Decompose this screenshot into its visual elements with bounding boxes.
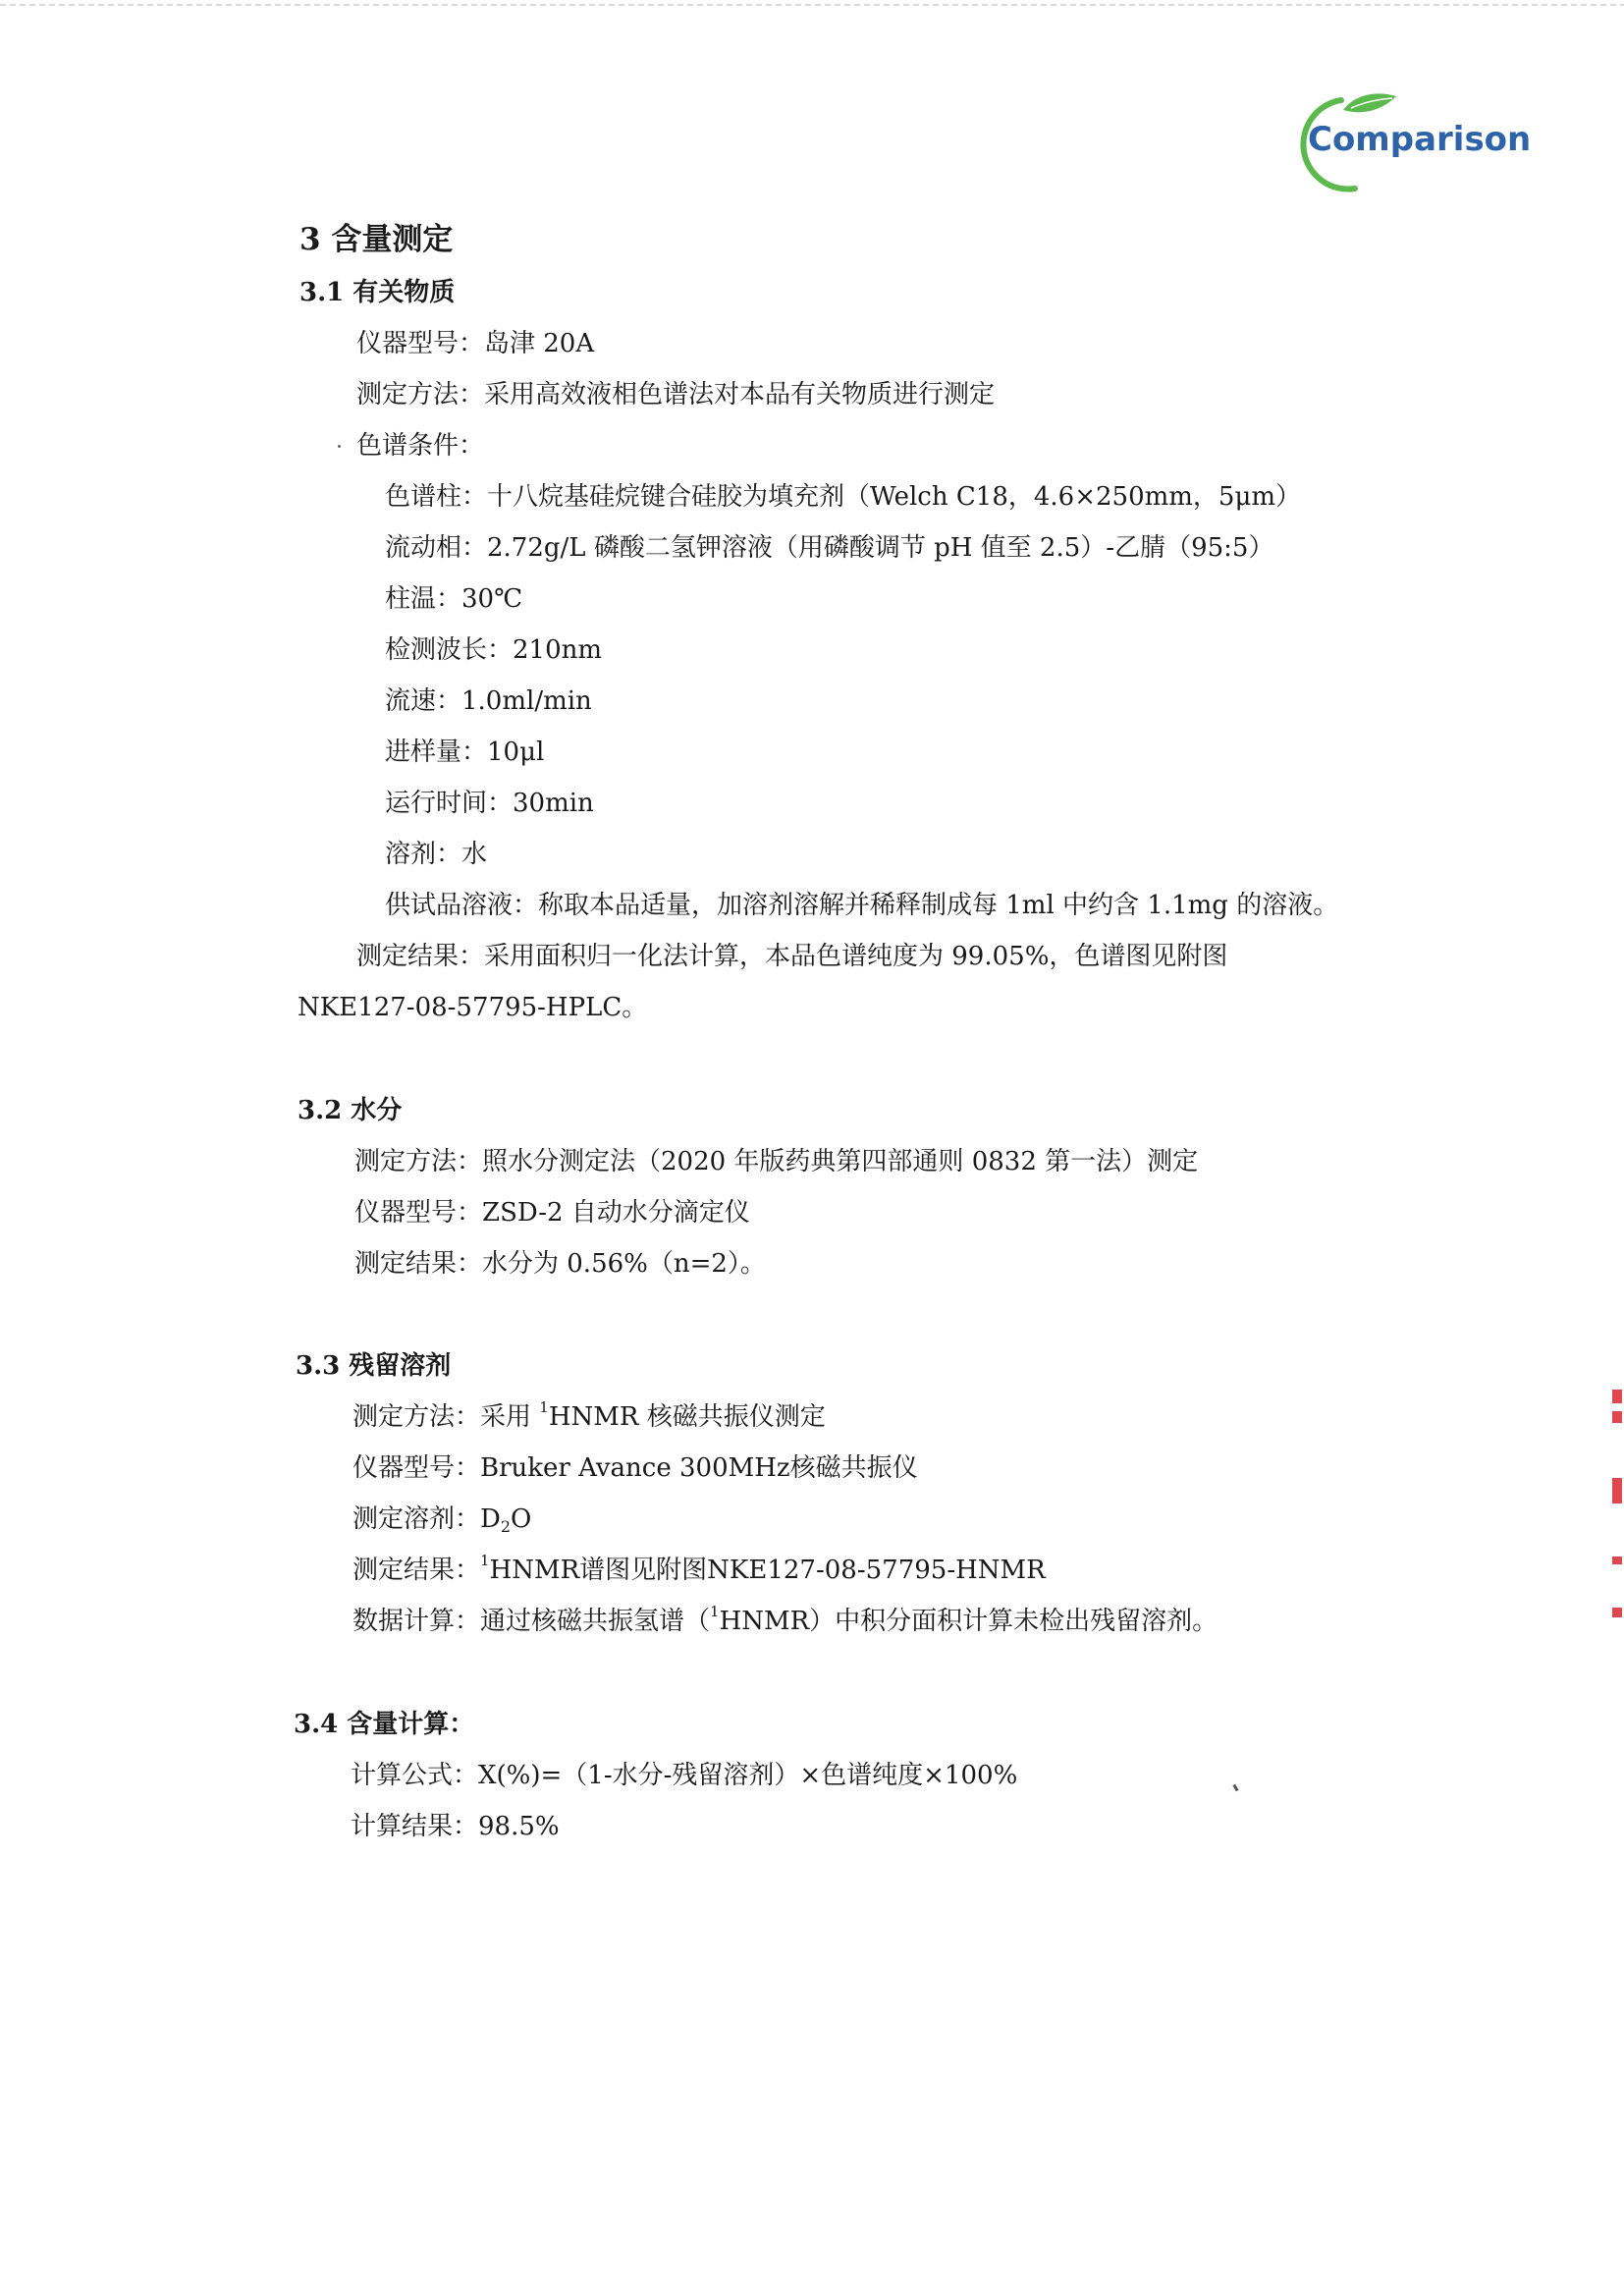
chromatography-conditions-label: 色谱条件： <box>356 431 485 461</box>
column-temperature: 柱温：30℃ <box>385 584 523 614</box>
residual-solvent: 测定溶剂：$D_2O$ <box>352 1504 532 1536</box>
residual-method: 测定方法：采用 $^1$HNMR 核磁共振仪测定 <box>352 1398 826 1432</box>
scan-dot <box>338 445 341 448</box>
flow-rate: 流速：1.0ml/min <box>385 686 592 716</box>
section-3-2-title: 3.2 水分 <box>298 1096 403 1125</box>
red-stamp-edge <box>1610 1390 1624 1645</box>
mobile-phase: 流动相：2.72g/L 磷酸二氢钾溶液（用磷酸调节 pH 值至 2.5）-乙腈（95:5） <box>385 533 1274 563</box>
column-spec: 色谱柱：十八烷基硅烷键合硅胶为填充剂（Welch C18，4.6×250mm，5μm） <box>385 482 1302 512</box>
section-3-1-title: 3.1 有关物质 <box>299 278 456 307</box>
scan-speck <box>1232 1784 1238 1792</box>
section-3-3-title: 3.3 残留溶剂 <box>296 1351 452 1381</box>
residual-calculation: 数据计算：通过核磁共振氢谱（$^1$HNMR）中积分面积计算未检出残留溶剂。 <box>352 1603 1218 1636</box>
water-method: 测定方法：照水分测定法（2020 年版药典第四部通则 0832 第一法）测定 <box>354 1147 1199 1176</box>
residual-instrument: 仪器型号：Bruker Avance 300MHz核磁共振仪 <box>352 1453 918 1483</box>
residual-result: 测定结果：$^1$HNMR谱图见附图NKE127-08-57795-HNMR <box>352 1552 1046 1585</box>
test-method: 测定方法：采用高效液相色谱法对本品有关物质进行测定 <box>356 380 996 410</box>
scan-top-edge <box>0 4 1624 6</box>
logo-text: Comparison <box>1308 120 1532 159</box>
section-3-4-title: 3.4 含量计算： <box>294 1710 475 1739</box>
water-result: 测定结果：水分为 0.56%（n=2）。 <box>354 1249 766 1279</box>
water-instrument: 仪器型号：ZSD-2 自动水分滴定仪 <box>354 1198 750 1228</box>
instrument-model: 仪器型号：岛津 20A <box>356 329 595 358</box>
section-heading: 3 含量测定 <box>299 222 454 257</box>
content-formula: 计算公式：X(%)=（1-水分-残留溶剂）×色谱纯度×100% <box>351 1761 1018 1790</box>
detection-wavelength: 检测波长：210nm <box>385 635 603 665</box>
result-line-2: NKE127-08-57795-HPLC。 <box>298 993 648 1022</box>
injection-volume: 进样量：10μl <box>385 738 545 767</box>
test-solution: 供试品溶液：称取本品适量，加溶剂溶解并稀释制成每 1ml 中约含 1.1mg 的溶液。 <box>385 891 1339 920</box>
result-line-1: 测定结果：采用面积归一化法计算，本品色谱纯度为 99.05%，色谱图见附图 <box>356 942 1228 971</box>
content-result: 计算结果：98.5% <box>351 1812 560 1841</box>
run-time: 运行时间：30min <box>385 789 594 818</box>
solvent: 溶剂：水 <box>385 840 488 869</box>
comparison-logo <box>1294 90 1530 200</box>
